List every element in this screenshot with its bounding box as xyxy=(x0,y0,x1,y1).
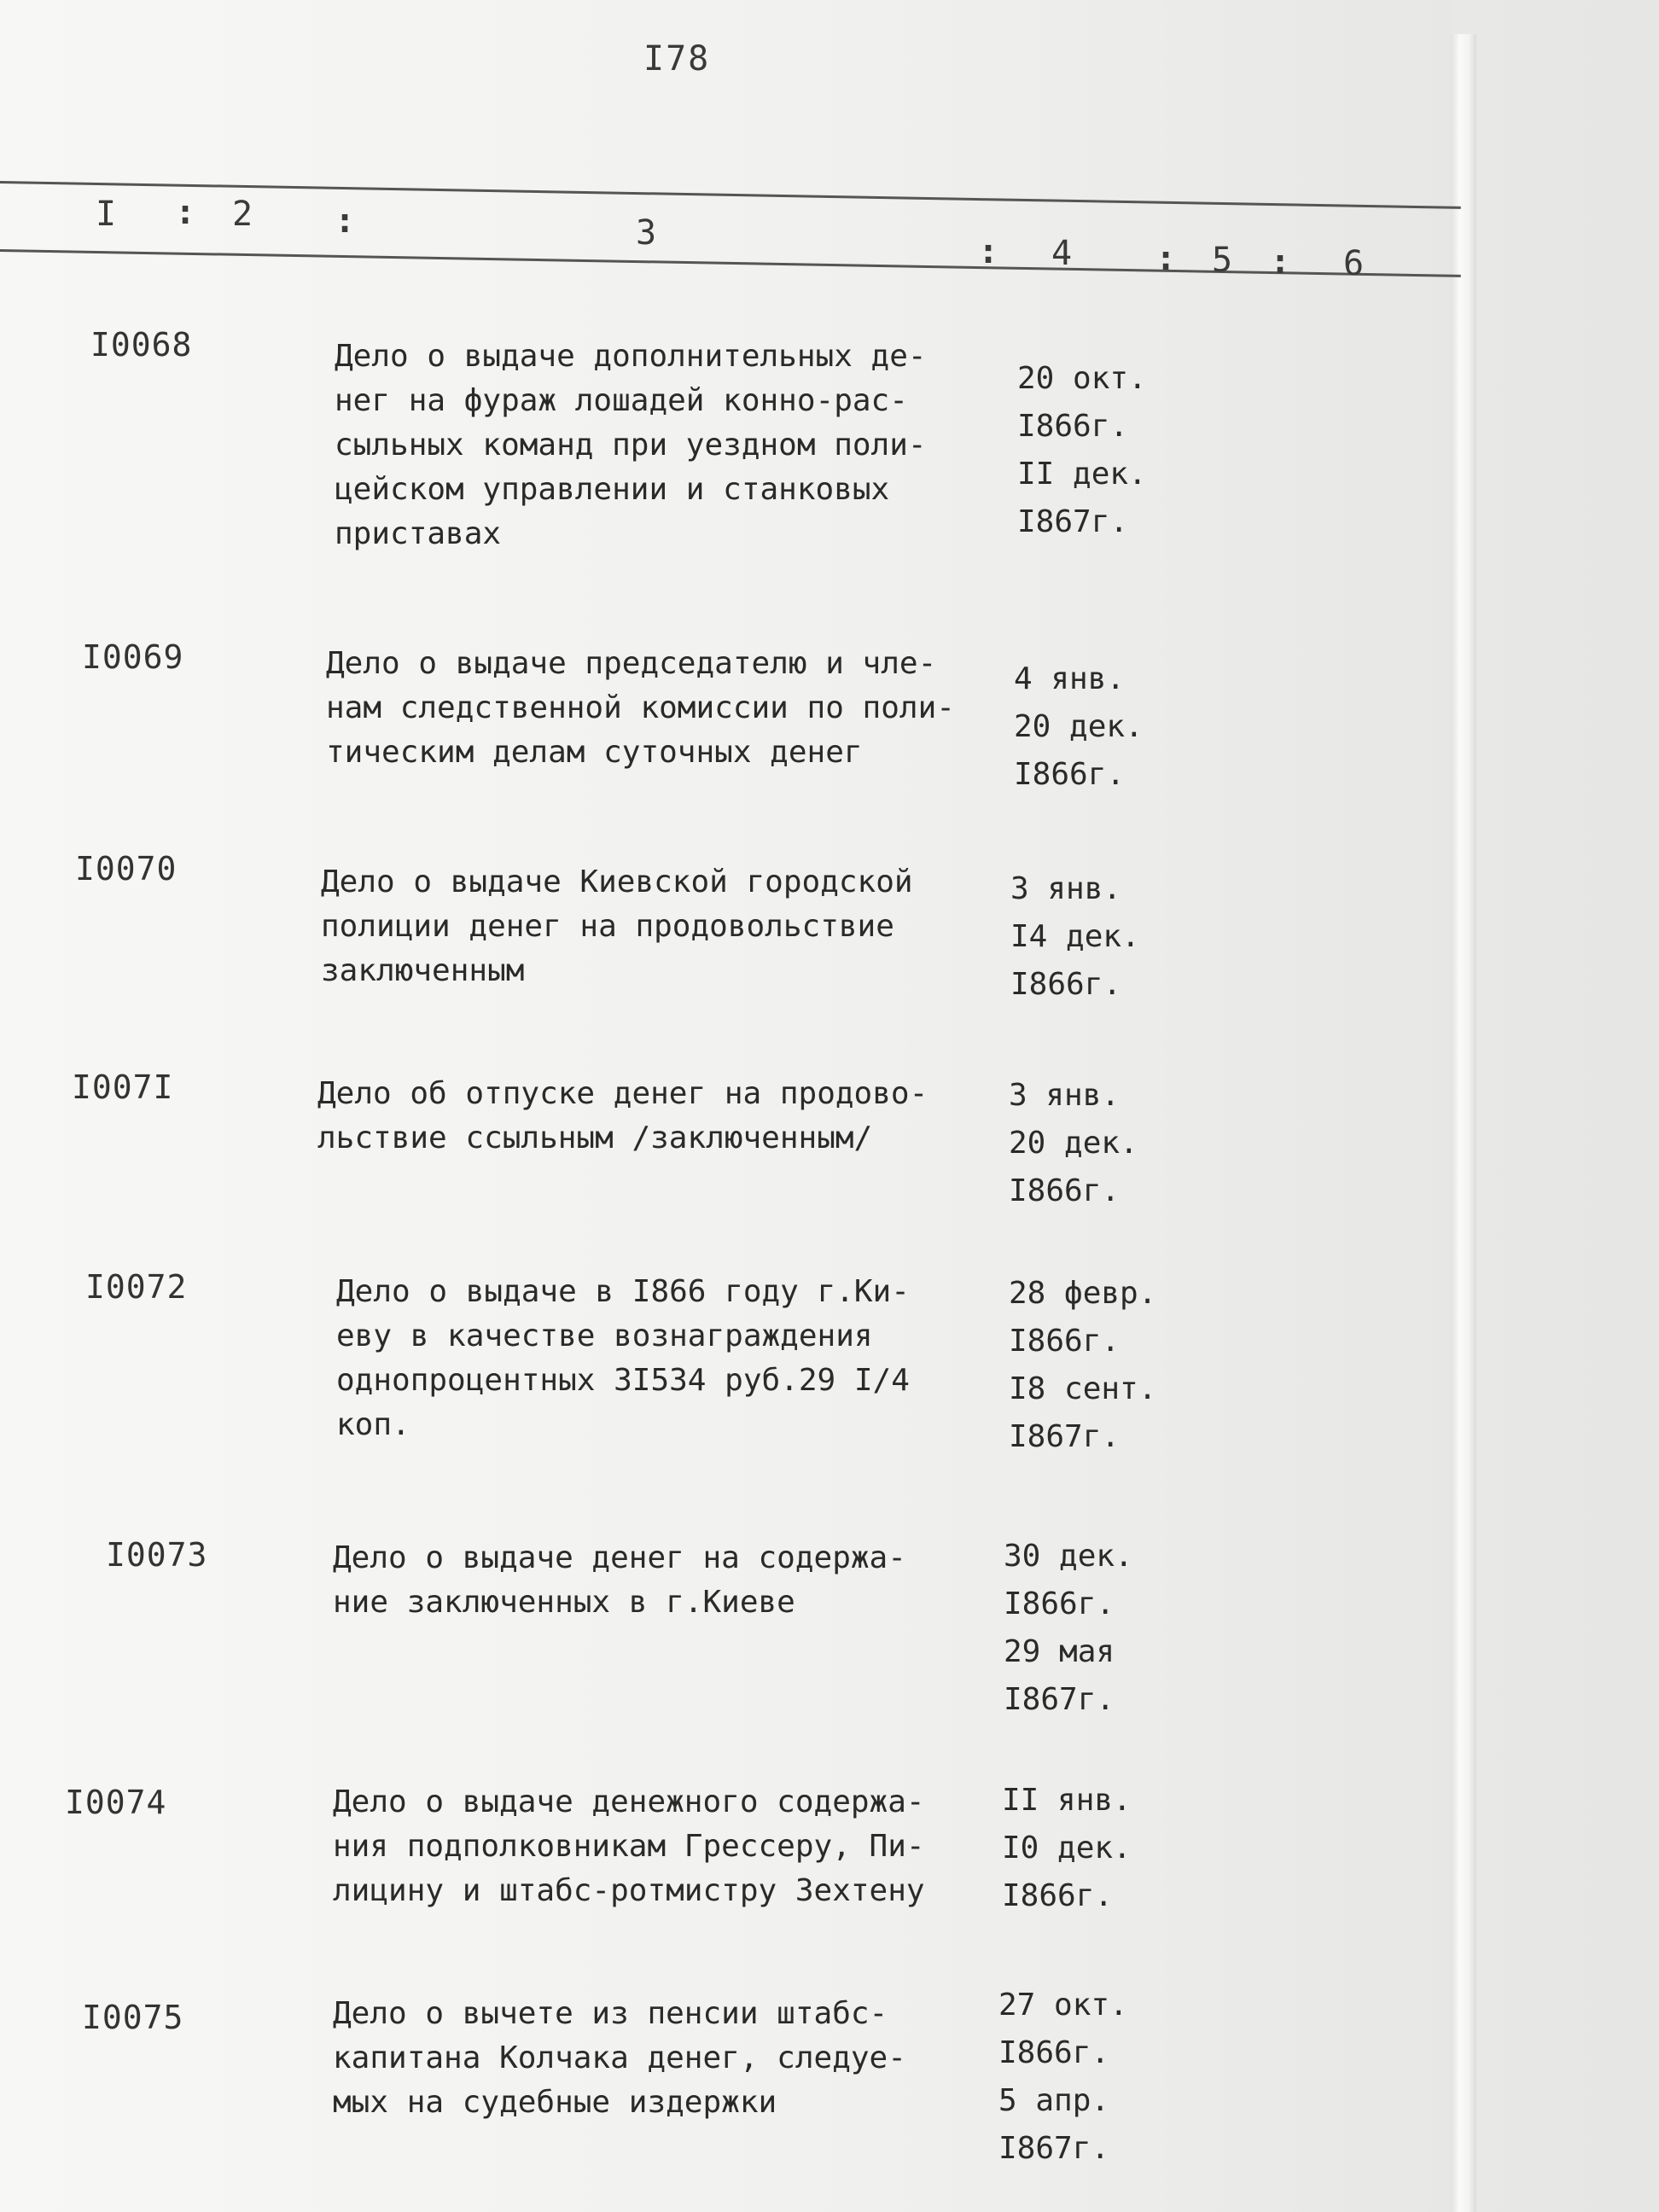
entry-dates: 4 янв. 20 дек. I866г. xyxy=(1014,661,1144,792)
column-header-3: 3 xyxy=(636,213,657,253)
column-header-6: 6 xyxy=(1343,244,1365,283)
entry-dates: 20 окт. I866г. II дек. I867г. xyxy=(1017,361,1147,539)
entry-title: Дело о выдаче денег на содержа- ние заключенных в г.Киеве xyxy=(333,1540,906,1620)
column-header-1: I xyxy=(96,195,117,234)
entry-title: Дело о выдаче в I866 году г.Ки- еву в качестве вознаграждения однопроцентных 3I534 руб.29 I/4 коп. xyxy=(336,1274,910,1442)
entry-number: I007I xyxy=(72,1068,174,1106)
page-number: I78 xyxy=(643,39,711,79)
column-separator: : xyxy=(978,232,999,271)
column-separator: : xyxy=(1155,239,1177,278)
column-separator: : xyxy=(175,193,196,232)
entry-number: I0070 xyxy=(75,850,178,888)
entry-title: Дело о вычете из пенсии штабс- капитана Колчака денег, следуе- мых на судебные издержки xyxy=(333,1996,906,2120)
entry-number: I0068 xyxy=(90,326,193,364)
entry-title: Дело о выдаче денежного содержа- ния подполковникам Грессеру, Пи- лицину и штабс-ротмистру Зехтену xyxy=(333,1784,925,1908)
column-header-2: 2 xyxy=(232,195,253,234)
entry-title: Дело о выдаче председателю и чле- нам следственной комиссии по поли- тическим делам суточных денег xyxy=(326,646,955,770)
entry-dates: 3 янв. 20 дек. I866г. xyxy=(1009,1078,1138,1208)
entry-dates: II янв. I0 дек. I866г. xyxy=(1002,1783,1132,1913)
entry-number: I0075 xyxy=(82,1999,184,2036)
entry-dates: 28 февр. I866г. I8 сент. I867г. xyxy=(1009,1276,1157,1454)
entry-dates: 30 дек. I866г. 29 мая I867г. xyxy=(1004,1539,1133,1717)
entry-number: I0073 xyxy=(106,1536,208,1574)
column-separator: : xyxy=(1270,242,1291,282)
entry-number: I0072 xyxy=(85,1268,188,1306)
column-separator: : xyxy=(335,201,356,241)
column-header-4: 4 xyxy=(1051,234,1073,273)
entry-dates: 27 окт. I866г. 5 апр. I867г. xyxy=(998,1988,1128,2166)
entry-title: Дело о выдаче дополнительных де- нег на фураж лошадей конно-рас- сыльных команд при уездном поли- цейском управлении и станковых приставах xyxy=(335,339,927,551)
entry-title: Дело о выдаче Киевской городской полиции денег на продовольствие заключенным xyxy=(321,864,913,988)
entry-number: I0069 xyxy=(82,638,184,676)
column-header-5: 5 xyxy=(1212,241,1233,280)
entry-title: Дело об отпуске денег на продово- льствие ссыльным /заключенным/ xyxy=(317,1076,928,1155)
entry-dates: 3 янв. I4 дек. I866г. xyxy=(1010,871,1140,1002)
entry-number: I0074 xyxy=(65,1784,167,1821)
